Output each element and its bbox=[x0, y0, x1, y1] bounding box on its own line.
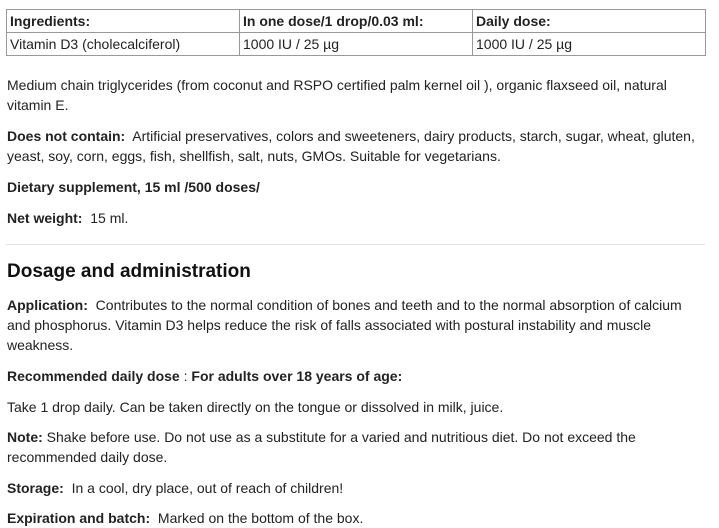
section-divider bbox=[6, 244, 705, 245]
storage-text: In a cool, dry place, out of reach of children! bbox=[71, 480, 344, 496]
table-header-cell: Daily dose: bbox=[473, 10, 706, 33]
table-row bbox=[7, 33, 706, 56]
recommended-separator: : bbox=[183, 368, 188, 384]
application-label: Application: bbox=[7, 297, 88, 313]
supplement-line bbox=[7, 177, 707, 197]
table-cell: Vitamin D3 (cholecalciferol) bbox=[7, 33, 240, 56]
note-text: Shake before use. Do not use as a substitute for a varied and nutritious diet. Do not exceed the recommended daily dose. bbox=[7, 429, 636, 465]
storage-label: Storage: bbox=[7, 480, 64, 496]
net-weight-value: 15 ml. bbox=[90, 210, 129, 226]
recommended-daily-dose bbox=[7, 366, 707, 386]
composition-text: Medium chain triglycerides (from coconut and RSPO certified palm kernel oil ), organic flaxseed oil, natural vitamin E. bbox=[7, 77, 667, 113]
table-header-cell: In one dose/1 drop/0.03 ml: bbox=[240, 10, 473, 33]
recommended-label: Recommended daily dose bbox=[7, 368, 180, 384]
dose-instruction: Take 1 drop daily. Can be taken directly on the tongue or dissolved in milk, juice. bbox=[7, 399, 504, 415]
expiration-label: Expiration and batch: bbox=[7, 510, 151, 526]
does-not-contain-label: Does not contain: bbox=[7, 128, 126, 144]
supplement-line-text: Dietary supplement, 15 ml /500 doses/ bbox=[7, 179, 260, 195]
expiration-text: Marked on the bottom of the box. bbox=[157, 510, 364, 526]
storage bbox=[7, 478, 707, 498]
does-not-contain-text: Artificial preservatives, colors and sweeteners, dairy products, starch, sugar, wheat, gluten, yeast, soy, corn, eggs, fish, shellfish, salt, nuts, GMOs. Suitable for vegetarians. bbox=[7, 128, 695, 164]
table-cell: 1000 IU / 25 µg bbox=[240, 33, 473, 56]
ingredients-table bbox=[6, 9, 706, 56]
note-label: Note: bbox=[7, 429, 43, 445]
dosage-heading: Dosage and administration bbox=[7, 261, 251, 282]
table-cell: 1000 IU / 25 µg bbox=[473, 33, 706, 56]
net-weight bbox=[7, 208, 707, 228]
note bbox=[7, 427, 707, 467]
does-not-contain bbox=[7, 126, 707, 166]
expiration bbox=[7, 508, 707, 528]
recommended-group: For adults over 18 years of age: bbox=[191, 368, 403, 384]
application bbox=[7, 295, 707, 355]
table-header-cell: Ingredients: bbox=[7, 10, 240, 33]
table-header-row bbox=[7, 10, 706, 33]
application-text: Contributes to the normal condition of bones and teeth and to the normal absorption of calcium and phosphorus. Vitamin D3 helps reduce the risk of falls associated with postural instability and muscle weakness. bbox=[7, 297, 682, 353]
product-description bbox=[7, 75, 707, 528]
net-weight-label: Net weight: bbox=[7, 210, 83, 226]
